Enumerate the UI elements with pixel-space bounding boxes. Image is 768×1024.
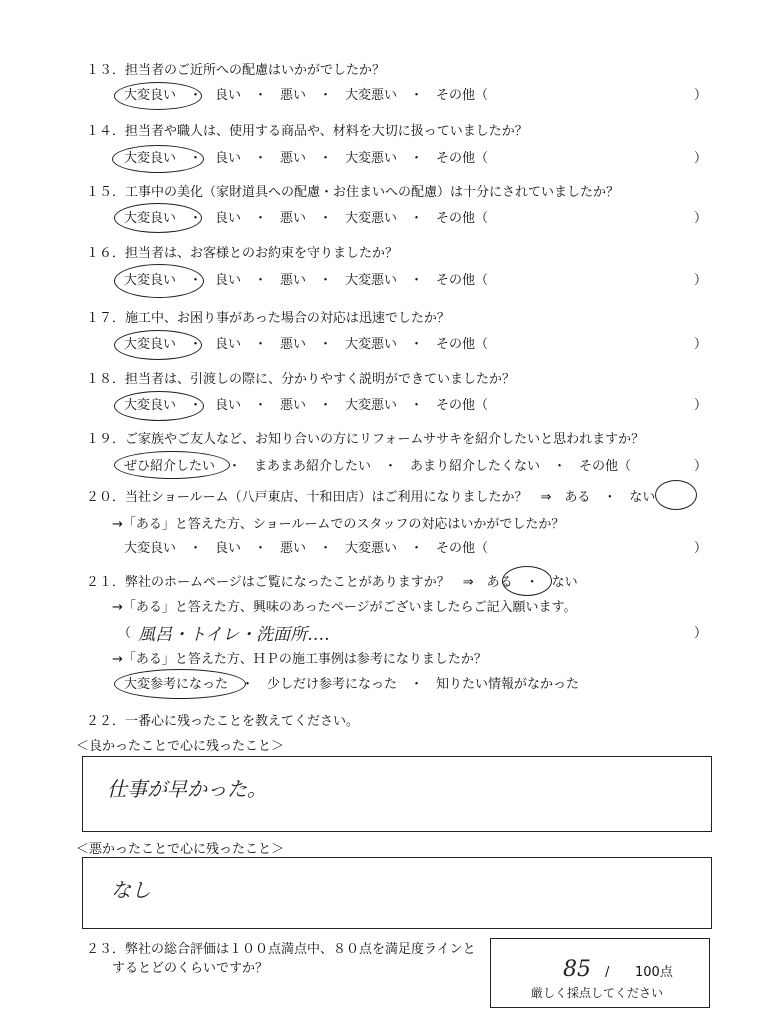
close-paren: ）	[694, 541, 708, 556]
handwritten-answer: 仕事が早かった。	[107, 777, 267, 801]
handwritten-score: 85	[563, 957, 591, 982]
question-text: １９．ご家族やご友人など、お知り合いの方にリフォームササキを紹介したいと思われますか？	[86, 432, 645, 447]
question-text-line2: するとどのくらいですか？	[112, 961, 269, 976]
close-paren: ）	[694, 626, 708, 641]
close-paren: ）	[694, 459, 708, 474]
close-paren: ）	[694, 337, 708, 352]
selected-answer-circle	[114, 330, 202, 360]
close-paren: ）	[694, 398, 708, 413]
sub-question-text: →「ある」と答えた方、ショールームでのスタッフの対応はいかがでしたか？	[112, 517, 565, 532]
bad-label: ＜悪かったことで心に残ったこと＞	[76, 842, 285, 857]
score-slash: /	[605, 965, 610, 980]
open-paren: （	[118, 626, 132, 641]
selected-answer-circle	[114, 82, 202, 110]
score-box	[490, 938, 710, 1008]
scoring-note: 厳しく採点してください	[531, 986, 664, 1000]
question-text-line1: ２３．弊社の総合評価は１００点満点中、８０点を満足度ラインと	[86, 942, 476, 957]
close-paren: ）	[694, 211, 708, 226]
question-text: １８．担当者は、引渡しの際に、分かりやすく説明ができていましたか？	[86, 372, 516, 387]
selected-answer-circle	[502, 566, 552, 596]
options-line: 大変参考になった ・ 少しだけ参考になった ・ 知りたい情報がなかった	[124, 677, 580, 692]
bad-answer-box	[82, 857, 712, 929]
selected-answer-circle	[112, 145, 204, 173]
handwritten-answer: なし	[111, 878, 151, 902]
selected-answer-circle	[114, 451, 230, 479]
close-paren: ）	[694, 88, 708, 103]
question-text: １３．担当者のご近所への配慮はいかがでしたか？	[86, 63, 386, 78]
close-paren: ）	[694, 151, 708, 166]
question-text: ２１．弊社のホームページはご覧になったことがありますか？ ⇒ ある ・ ない	[86, 575, 578, 590]
options-line: 大変良い ・ 良い ・ 悪い ・ 大変悪い ・ その他（	[124, 211, 489, 226]
selected-answer-circle	[114, 391, 204, 421]
handwritten-answer: 風呂・トイレ・洗面所‥‥	[138, 625, 330, 645]
question-text: １６．担当者は、お客様とのお約束を守りましたか？	[86, 246, 399, 261]
selected-answer-circle	[114, 669, 246, 699]
max-score: 100点	[635, 965, 673, 980]
question-text: １４．担当者や職人は、使用する商品や、材料を大切に扱っていましたか？	[86, 124, 528, 139]
question-text: ２０．当社ショールーム（八戸東店、十和田店）はご利用になりましたか？ ⇒ ある ・ ない	[86, 490, 656, 505]
question-text: １５．工事中の美化（家財道具への配慮・お住まいへの配慮）は十分にされていましたか？	[86, 185, 620, 200]
selected-answer-circle	[114, 264, 204, 298]
options-line: 大変良い ・ 良い ・ 悪い ・ 大変悪い ・ その他（	[124, 151, 489, 166]
options-line: 大変良い ・ 良い ・ 悪い ・ 大変悪い ・ その他（	[124, 88, 489, 103]
sub-question-text: →「ある」と答えた方、ＨＰの施工事例は参考になりましたか？	[112, 652, 487, 667]
options-line: 大変良い ・ 良い ・ 悪い ・ 大変悪い ・ その他（	[124, 273, 489, 288]
question-text: ２２．一番心に残ったことを教えてください。	[86, 714, 360, 729]
question-text: １７．施工中、お困り事があった場合の対応は迅速でしたか？	[86, 311, 450, 326]
close-paren: ）	[694, 273, 708, 288]
good-answer-box	[82, 756, 712, 832]
selected-answer-circle	[655, 480, 697, 510]
good-label: ＜良かったことで心に残ったこと＞	[76, 739, 285, 754]
selected-answer-circle	[114, 203, 202, 233]
options-line: 大変良い ・ 良い ・ 悪い ・ 大変悪い ・ その他（	[124, 337, 489, 352]
sub-question-text: →「ある」と答えた方、興味のあったページがございましたらご記入願います。	[112, 600, 577, 615]
options-line: 大変良い ・ 良い ・ 悪い ・ 大変悪い ・ その他（	[124, 541, 489, 556]
options-line: ぜひ紹介したい ・ まあまあ紹介したい ・ あまり紹介したくない ・ その他（	[124, 459, 632, 474]
options-line: 大変良い ・ 良い ・ 悪い ・ 大変悪い ・ その他（	[124, 398, 489, 413]
